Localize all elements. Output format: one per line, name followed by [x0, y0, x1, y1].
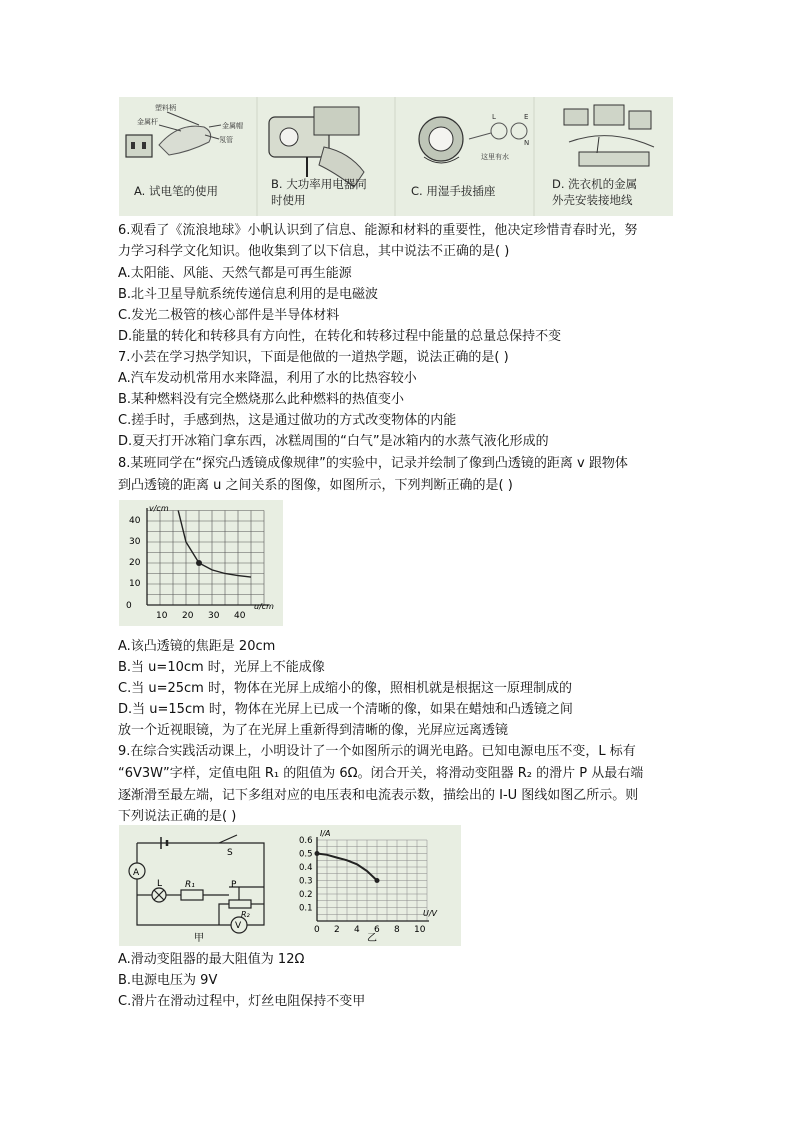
- iu-start-point: [315, 851, 320, 856]
- plug-note: 这里有水: [481, 153, 509, 161]
- circuit-p-label: P: [231, 880, 237, 890]
- power-strip-illustration: [269, 107, 364, 187]
- circuit-ammeter-label: A: [133, 868, 140, 878]
- iu-y-tick-label: 0.1: [299, 903, 313, 914]
- circuit-voltmeter-label: V: [235, 921, 242, 931]
- q6-option-c: C.发光二极管的核心部件是半导体材料: [118, 308, 340, 323]
- caption-a: A. 试电笔的使用: [134, 184, 218, 198]
- circuit-figure: [119, 825, 461, 946]
- lens-x-tick-30: 30: [208, 611, 220, 621]
- q8-option-c: C.当 u=25cm 时，物体在光屏上成缩小的像，照相机就是根据这一原理制成的: [118, 681, 572, 696]
- pen-label-rod: 金属杆: [137, 118, 158, 126]
- plug-label-l: L: [492, 113, 496, 121]
- iu-y-tick-label: 0.2: [299, 890, 313, 900]
- lens-y-tick-20: 20: [129, 558, 141, 568]
- wet-hand-socket-illustration: [419, 117, 530, 163]
- q6-option-b: B.北斗卫星导航系统传递信息利用的是电磁波: [118, 287, 379, 302]
- pen-label-cap: 金属帽: [222, 122, 243, 130]
- lens-y-tick-40: 40: [129, 516, 141, 526]
- washing-machine-illustration: [564, 105, 654, 166]
- q8-stem-line1: 8.某班同学在“探究凸透镜成像规律”的实验中，记录并绘制了像到凸透镜的距离 v 跟物体: [118, 456, 628, 471]
- lens-chart-svg: [119, 500, 283, 626]
- iu-y-unit: I/A: [320, 829, 331, 838]
- q8-option-a: A.该凸透镜的焦距是 20cm: [118, 639, 276, 654]
- q9-stem-line1: 9.在综合实践活动课上，小明设计了一个如图所示的调光电路。已知电源电压不变，L 标有: [118, 744, 636, 759]
- iu-y-tick-label: 0.6: [299, 836, 313, 846]
- lens-chart: [119, 500, 283, 626]
- plug-label-e: E: [524, 113, 529, 121]
- lens-y-unit: v/cm: [149, 504, 169, 513]
- circuit-and-iu-svg: [119, 825, 461, 946]
- circuit-lamp-label: L: [157, 879, 163, 889]
- lens-x-tick-40: 40: [234, 611, 246, 621]
- circuit-switch-label: S: [227, 848, 233, 858]
- plug-label-n: N: [524, 139, 530, 147]
- q8-option-b: B.当 u=10cm 时，光屏上不能成像: [118, 660, 325, 675]
- lens-x-tick-10: 10: [156, 611, 168, 621]
- iu-x-unit: U/V: [423, 909, 438, 918]
- circuit-r2-label: R₂: [241, 910, 250, 919]
- lens-curve: [178, 511, 251, 578]
- caption-b-line2: 时使用: [271, 193, 306, 207]
- q7-option-a: A.汽车发动机常用水来降温，利用了水的比热容较小: [118, 371, 417, 386]
- iu-x-tick-label: 2: [334, 925, 340, 935]
- pen-label-handle: 塑料柄: [155, 104, 176, 112]
- safety-figure: [119, 97, 673, 216]
- q8-option-d-line1: D.当 u=15cm 时，物体在光屏上已成一个清晰的像，如果在蜡烛和凸透镜之间: [118, 702, 573, 717]
- circuit-caption: 甲: [194, 933, 204, 944]
- iu-x-tick-label: 8: [394, 925, 400, 935]
- q7-option-d: D.夏天打开冰箱门拿东西，冰糕周围的“白气”是冰箱内的水蒸气液化形成的: [118, 434, 549, 449]
- q6-stem-line1: 6.观看了《流浪地球》小帆认识到了信息、能源和材料的重要性，他决定珍惜青春时光，努: [118, 223, 638, 238]
- lens-origin: 0: [126, 601, 132, 611]
- iu-y-ticks: [299, 836, 313, 914]
- lens-y-tick-30: 30: [129, 537, 141, 547]
- iu-caption: 乙: [367, 933, 377, 944]
- lens-marker-point: [196, 560, 202, 566]
- q7-stem: 7.小芸在学习热学知识，下面是他做的一道热学题，说法正确的是( ): [118, 350, 509, 365]
- circuit-r1-label: R₁: [185, 880, 195, 890]
- q9-stem-line2: “6V3W”字样，定值电阻 R₁ 的阻值为 6Ω。闭合开关，将滑动变阻器 R₂ 的滑片 P 从最右端: [118, 766, 644, 781]
- caption-c: C. 用湿手拔插座: [411, 184, 496, 198]
- q9-stem-line4: 下列说法正确的是( ): [118, 809, 237, 824]
- q6-option-a: A.太阳能、风能、天然气都是可再生能源: [118, 266, 352, 281]
- lens-y-tick-10: 10: [129, 579, 141, 589]
- iu-x-tick-label: 0: [314, 925, 320, 935]
- q7-option-b: B.某种燃料没有完全燃烧那么此种燃料的热值变小: [118, 392, 405, 407]
- q8-option-d-line2: 放一个近视眼镜，为了在光屏上重新得到清晰的像，光屏应远离透镜: [118, 723, 509, 738]
- iu-grid: [317, 840, 427, 921]
- caption-d-line2: 外壳安装接地线: [552, 193, 633, 207]
- q6-stem-line2: 力学习科学文化知识。他收集到了以下信息，其中说法不正确的是( ): [118, 244, 510, 259]
- iu-y-tick-label: 0.4: [299, 863, 313, 873]
- q9-option-b: B.电源电压为 9V: [118, 973, 218, 988]
- q8-stem-line2: 到凸透镜的距离 u 之间关系的图像，如图所示，下列判断正确的是( ): [118, 478, 513, 493]
- q6-option-d: D.能量的转化和转移具有方向性，在转化和转移过程中能量的总量总保持不变: [118, 329, 562, 344]
- q9-option-c: C.滑片在滑动过程中，灯丝电阻保持不变甲: [118, 994, 366, 1009]
- q7-option-c: C.搓手时，手感到热，这是通过做功的方式改变物体的内能: [118, 413, 457, 428]
- iu-y-tick-label: 0.3: [299, 876, 313, 887]
- lens-x-unit: u/cm: [254, 602, 274, 611]
- lens-grid: [147, 511, 264, 606]
- iu-x-tick-label: 6: [374, 925, 380, 935]
- caption-b-line1: B. 大功率用电器同: [271, 177, 367, 191]
- q9-stem-line3: 逐渐滑至最左端，记下多组对应的电压表和电流表示数，描绘出的 I-U 图线如图乙所示。则: [118, 788, 639, 803]
- iu-x-tick-label: 10: [414, 925, 426, 935]
- q9-option-a: A.滑动变阻器的最大阻值为 12Ω: [118, 952, 305, 967]
- lens-x-tick-20: 20: [182, 611, 194, 621]
- iu-x-tick-label: 4: [354, 925, 360, 935]
- pen-label-neon: 氖管: [219, 136, 233, 144]
- iu-y-tick-label: 0.5: [299, 849, 313, 860]
- caption-d-line1: D. 洗衣机的金属: [552, 177, 638, 191]
- iu-end-point: [375, 878, 380, 883]
